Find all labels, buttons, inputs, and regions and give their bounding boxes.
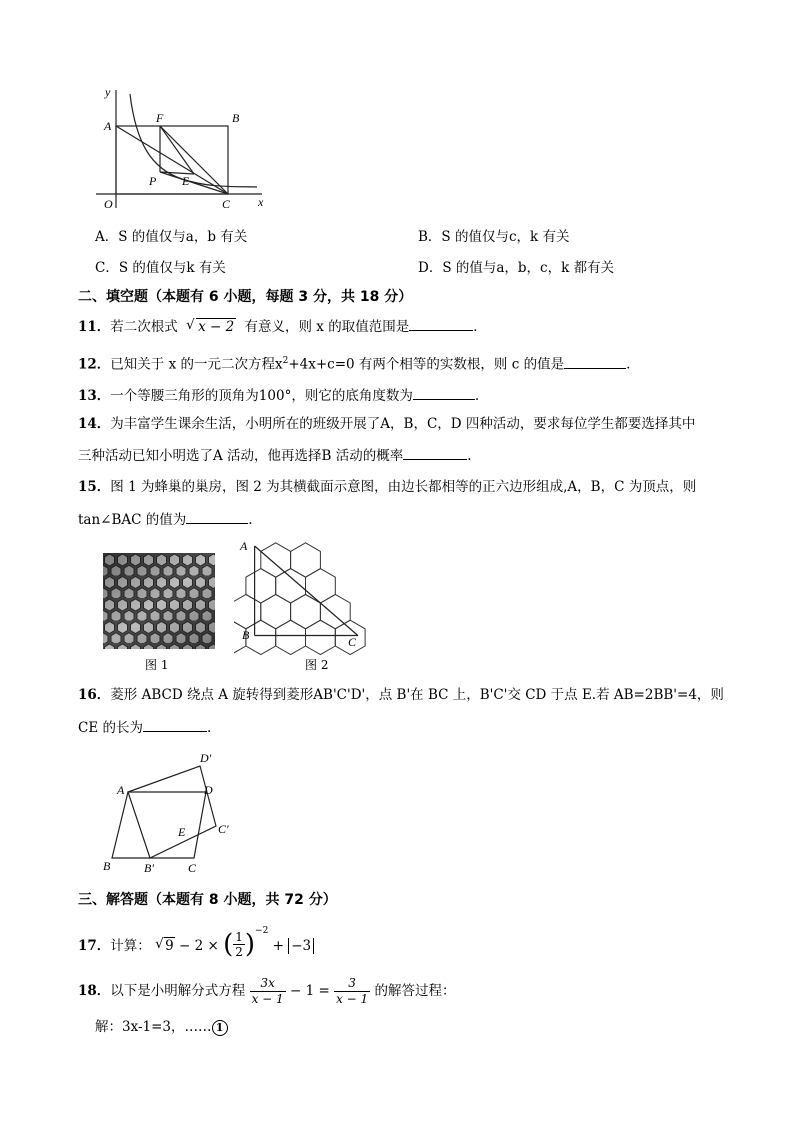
q12-end: . [626,356,631,373]
question-15-line-2 [78,509,253,529]
question-13 [78,385,479,405]
question-18 [78,976,455,1007]
question-12 [78,352,630,374]
question-11 [78,316,487,336]
hexagon-cell [291,543,321,577]
minus-two-times: − 2 × [174,938,219,954]
honeycomb-photo [103,553,215,649]
question-number: 15． [78,479,111,495]
point-a-label: A [104,119,112,133]
fraction-2 [334,976,370,1007]
q11-end: ． [473,319,487,335]
radicand: x − 2 [198,319,235,335]
rhombus-abcd [112,792,206,858]
exponent: −2 [255,925,269,936]
question-16 [78,686,724,704]
q11-text-pre: 若二次根式 [110,319,183,335]
question-14-line-2 [78,445,472,465]
question-number: 18． [78,983,111,999]
q17-prefix: 计算： [110,938,151,954]
fraction-numerator: 3x [250,976,286,992]
q13-end: . [474,388,480,404]
answer-blank[interactable] [413,385,475,400]
question-number: 16． [78,687,111,703]
line-fe [160,126,194,174]
fraction-denominator: x − 1 [251,992,284,1006]
q15-end: . [248,512,253,528]
q12-text-post: +4x+c=0 有两个相等的实数根，则 c 的值是 [288,356,565,373]
fraction-numerator: 3 [334,976,370,992]
q13-text: 一个等腰三角形的顶角为100°，则它的底角度数为 [110,388,413,404]
question-number: 17． [78,938,111,954]
q14-line-2: 三种活动已知小明选了A 活动，他再选择B 活动的概率 [78,448,404,464]
hexagon-cell [320,594,350,628]
label-b: B [103,859,111,873]
answer-blank[interactable] [186,509,248,524]
radical-sign: √ [155,936,164,952]
figure-q10-graph [92,84,270,212]
absolute-value: −3 [288,938,314,954]
question-number: 13． [78,388,111,404]
question-number: 12． [78,356,111,373]
label-a: A [240,539,248,553]
question-number: 11． [78,319,111,335]
answer-blank[interactable] [564,354,626,369]
fraction-denominator: 2 [235,945,243,959]
minus-one-equals: − 1 = [285,983,335,999]
label-d: D [204,783,213,797]
point-e-label: E [182,174,190,188]
q15-line-2: tan∠BAC 的值为 [78,512,187,528]
hexagon-cell [246,620,276,654]
solution-line [95,1018,228,1036]
hexagon-cell [276,620,306,654]
hexagon-cell [306,620,336,654]
q14-line-1: 为丰富学生课余生活，小明所在的班级开展了A，B，C，D 四种活动，要求每位学生都要选择其中 [110,416,696,432]
point-p-label: P [149,174,157,188]
solution-text: 解：3x-1=3，…… [95,1019,212,1035]
fraction-numerator: 1 [235,930,243,944]
question-14 [78,415,695,433]
parenthesized-fraction [223,925,269,960]
option-b: B．S 的值仅与c，k 有关 [418,229,570,245]
line-fc [160,126,228,194]
option-a: A．S 的值仅与a，b 有关 [95,229,248,245]
rhombus-rotation-figure [100,748,240,876]
section-2-heading: 二、填空题（本题有 6 小题，每题 3 分，共 18 分） [78,289,413,305]
radical-sign: √ [186,317,195,333]
fraction-denominator: x − 1 [336,992,369,1006]
answer-blank[interactable] [143,717,207,732]
label-e: E [178,825,186,839]
q16-line-1: 菱形 ABCD 绕点 A 旋转得到菱形AB'C'D'，点 B'在 BC 上，B'C'交 CD 于点 E.若 AB=2BB'=4，则 [110,687,724,703]
hexagon-cell [234,594,261,628]
answer-blank[interactable] [409,316,473,331]
y-axis-label: y [105,85,111,99]
q14-end: . [467,448,472,464]
q11-text-post: 有意义，则 x 的取值范围是 [244,319,410,335]
label-c: C [188,861,197,875]
fraction-1 [250,976,286,1007]
question-17 [78,925,314,960]
q18-prefix: 以下是小明解分式方程 [110,983,246,999]
point-b-label: B [232,111,240,125]
answer-blank[interactable] [403,445,467,460]
left-paren: ( [223,929,234,960]
label-a: A [117,783,125,797]
q18-suffix: 的解答过程： [370,983,456,999]
radicand: 9 [165,938,174,954]
question-number: 14． [78,416,111,432]
q16-end: . [206,720,212,736]
hexagon-cells [234,543,365,655]
hexagon-cell [261,594,291,628]
x-axis-label: x [258,195,264,209]
step-number: 1 [215,1020,224,1034]
hexagon-cell [261,543,291,577]
hexagon-cell [306,569,336,603]
q12-text-pre: 已知关于 x 的一元二次方程x [110,356,283,373]
question-16-line-2 [78,717,211,737]
sqrt-expression [155,937,175,955]
line-ac [116,126,228,194]
radical-expression [186,318,236,336]
right-paren: ) [244,929,256,960]
q16-line-2: CE 的长为 [78,720,143,736]
label-b-prime: B′ [144,861,154,875]
label-c-prime: C′ [218,822,229,836]
point-c-label: C [222,197,231,211]
hexagon-grid-figure [234,538,382,656]
q15-line-1: 图 1 为蜂巢的巢房，图 2 为其横截面示意图，由边长都相等的正六边形组成,A，B，C 为顶点，则 [110,479,697,495]
exponent: 2 [282,356,289,366]
section-3-heading: 三、解答题（本题有 8 小题，共 72 分） [78,892,337,908]
label-b: B [242,628,250,642]
option-c: C．S 的值仅与k 有关 [95,260,226,276]
segment-ac [255,546,358,636]
origin-label: O [104,197,113,211]
option-d: D．S 的值与a，b，c，k 都有关 [418,260,615,276]
question-15 [78,478,696,496]
hexagon-cell [246,569,276,603]
label-c: C [348,635,357,649]
label-d-prime: D′ [200,751,212,765]
point-f-label: F [156,111,164,125]
figure-1-caption: 图 1 [145,658,169,672]
plus-sign: + [268,938,284,954]
figure-2-caption: 图 2 [305,658,329,672]
step-marker [212,1020,228,1036]
